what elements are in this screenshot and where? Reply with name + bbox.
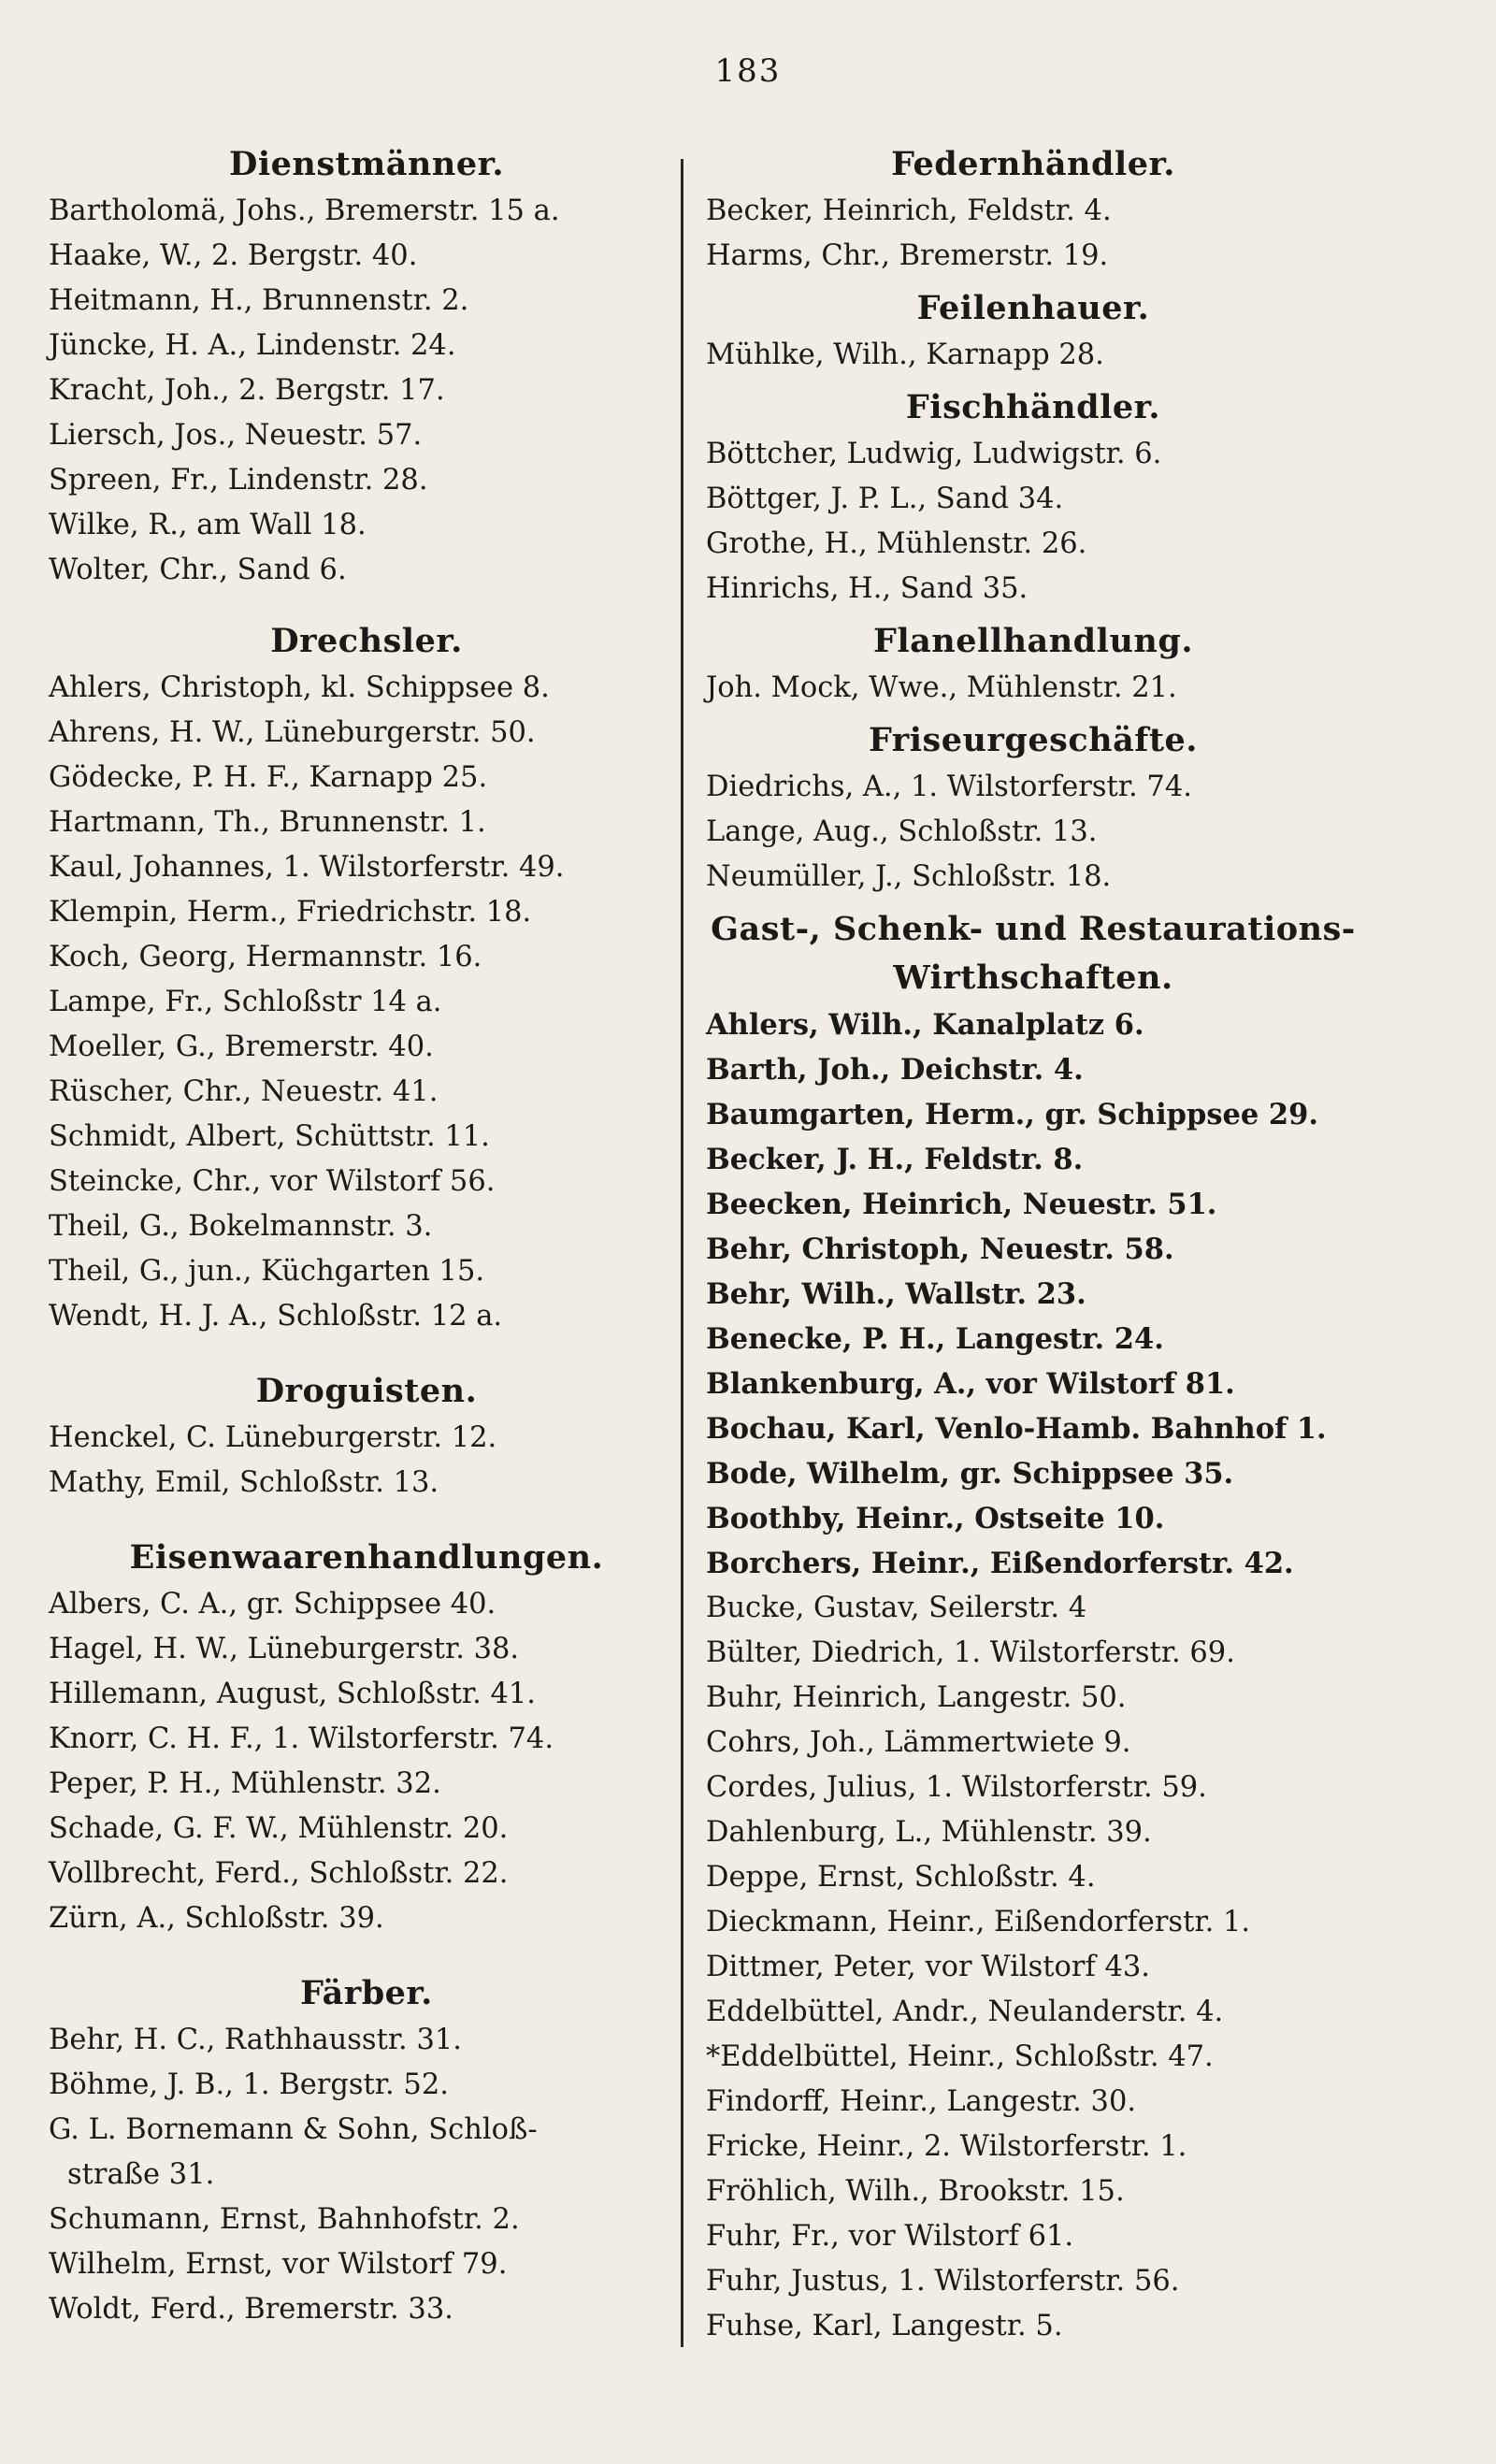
entry-list (49, 1416, 684, 1506)
directory-entry: Gödecke, P. H. F., Karnapp 25. (49, 761, 488, 794)
directory-entry-continuation: straße 31. (67, 2158, 215, 2191)
section-heading: Droguisten. (255, 1372, 478, 1410)
entry-list (706, 189, 1360, 279)
directory-entry: Baumgarten, Herm., gr. Schippsee 29. (706, 1098, 1318, 1131)
directory-entry: Kracht, Joh., 2. Bergstr. 17. (49, 374, 445, 407)
directory-entry: Zürn, A., Schloßstr. 39. (49, 1902, 384, 1935)
directory-entry: Henckel, C. Lüneburgerstr. 12. (49, 1421, 497, 1454)
section-heading: Färber. (300, 1974, 433, 2012)
section-heading: Federnhändler. (891, 145, 1175, 183)
directory-entry: Boothby, Heinr., Ostseite 10. (706, 1502, 1165, 1535)
directory-entry: *Eddelbüttel, Heinr., Schloßstr. 47. (706, 2040, 1214, 2073)
directory-entry: Fröhlich, Wilh., Brookstr. 15. (706, 2175, 1125, 2208)
directory-entry: Beecken, Heinrich, Neuestr. 51. (706, 1188, 1217, 1221)
section-gastwirthschaften (706, 905, 1360, 2349)
section-heading: Feilenhauer. (916, 289, 1150, 327)
directory-entry: Böttcher, Ludwig, Ludwigstr. 6. (706, 438, 1162, 470)
directory-entry: Wolter, Chr., Sand 6. (49, 554, 347, 586)
directory-entry: Harms, Chr., Bremerstr. 19. (706, 239, 1109, 272)
directory-entry: Barth, Joh., Deichstr. 4. (706, 1053, 1084, 1087)
directory-entry: Theil, G., jun., Küchgarten 15. (49, 1255, 485, 1288)
section-heading: Drechsler. (270, 622, 463, 660)
entry-list (706, 666, 1360, 711)
section-feilenhauer (706, 284, 1360, 378)
directory-entry: Schade, G. F. W., Mühlenstr. 20. (49, 1812, 509, 1845)
directory-entry: Koch, Georg, Hermannstr. 16. (49, 941, 482, 973)
section-droguisten (49, 1367, 684, 1506)
directory-entry: Behr, Christoph, Neuestr. 58. (706, 1232, 1174, 1266)
directory-entry: Schmidt, Albert, Schüttstr. 11. (49, 1120, 490, 1153)
entry-list (706, 1002, 1360, 2349)
directory-entry: Dittmer, Peter, vor Wilstorf 43. (706, 1951, 1150, 1983)
directory-entry: Dahlenburg, L., Mühlenstr. 39. (706, 1816, 1152, 1849)
directory-entry: Rüscher, Chr., Neuestr. 41. (49, 1075, 439, 1108)
directory-entry: Albers, C. A., gr. Schippsee 40. (49, 1588, 496, 1621)
section-drechsler (49, 617, 684, 1339)
directory-entry: Findorff, Heinr., Langestr. 30. (706, 2085, 1137, 2118)
directory-entry: Joh. Mock, Wwe., Mühlenstr. 21. (706, 671, 1177, 704)
directory-entry: Liersch, Jos., Neuestr. 57. (49, 419, 423, 452)
directory-entry: Moeller, G., Bremerstr. 40. (49, 1030, 434, 1063)
directory-entry: Theil, G., Bokelmannstr. 3. (49, 1210, 433, 1243)
section-heading: Flanellhandlung. (872, 622, 1194, 660)
directory-entry: Fuhr, Fr., vor Wilstorf 61. (706, 2220, 1074, 2253)
directory-entry: Borchers, Heinr., Eißendorferstr. 42. (706, 1547, 1294, 1580)
directory-entry: Dieckmann, Heinr., Eißendorferstr. 1. (706, 1906, 1251, 1938)
directory-entry: Becker, Heinrich, Feldstr. 4. (706, 195, 1112, 227)
directory-entry: Deppe, Ernst, Schloßstr. 4. (706, 1861, 1096, 1894)
directory-entry: Woldt, Ferd., Bremerstr. 33. (49, 2293, 453, 2326)
directory-entry: Fuhse, Karl, Langestr. 5. (706, 2310, 1063, 2342)
directory-entry: Bartholomä, Johs., Bremerstr. 15 a. (49, 195, 560, 227)
directory-entry: Peper, P. H., Mühlenstr. 32. (49, 1767, 441, 1800)
directory-entry: Fuhr, Justus, 1. Wilstorferstr. 56. (706, 2265, 1180, 2298)
entry-list (706, 333, 1360, 378)
directory-entry: Hinrichs, H., Sand 35. (706, 572, 1028, 605)
directory-entry: Lange, Aug., Schloßstr. 13. (706, 815, 1098, 848)
directory-entry: Böhme, J. B., 1. Bergstr. 52. (49, 2068, 449, 2101)
section-heading: Dienstmänner. (228, 145, 505, 183)
entry-list (706, 432, 1360, 612)
section-faerber (49, 1969, 684, 2332)
directory-entry: Wilke, R., am Wall 18. (49, 509, 367, 541)
directory-entry: Bucke, Gustav, Seilerstr. 4 (706, 1592, 1087, 1624)
directory-entry: Blankenburg, A., vor Wilstorf 81. (706, 1367, 1235, 1401)
directory-entry: Ahrens, H. W., Lüneburgerstr. 50. (49, 716, 536, 749)
section-heading: Eisenwaarenhandlungen. (129, 1538, 604, 1577)
section-friseurgeschaefte (706, 716, 1360, 900)
directory-entry: Mühlke, Wilh., Karnapp 28. (706, 339, 1104, 371)
directory-entry: Haake, W., 2. Bergstr. 40. (49, 239, 418, 272)
directory-entry: Steincke, Chr., vor Wilstorf 56. (49, 1165, 496, 1198)
directory-entry: Kaul, Johannes, 1. Wilstorferstr. 49. (49, 851, 565, 884)
directory-entry: Jüncke, H. A., Lindenstr. 24. (49, 329, 456, 362)
entry-list (49, 666, 684, 1339)
page-number: 183 (714, 52, 782, 90)
directory-entry: Neumüller, J., Schloßstr. 18. (706, 860, 1112, 893)
entry-list (49, 2018, 684, 2332)
directory-entry: Wilhelm, Ernst, vor Wilstorf 79. (49, 2248, 508, 2281)
section-fischhaendler (706, 383, 1360, 612)
directory-entry: Cordes, Julius, 1. Wilstorferstr. 59. (706, 1771, 1207, 1804)
directory-entry: Bode, Wilhelm, gr. Schippsee 35. (706, 1457, 1234, 1491)
directory-entry: Knorr, C. H. F., 1. Wilstorferstr. 74. (49, 1722, 554, 1755)
directory-entry: Bochau, Karl, Venlo-Hamb. Bahnhof 1. (706, 1412, 1327, 1446)
directory-entry: Fricke, Heinr., 2. Wilstorferstr. 1. (706, 2130, 1187, 2163)
directory-entry: Diedrichs, A., 1. Wilstorferstr. 74. (706, 771, 1192, 803)
entry-list (49, 1582, 684, 1941)
directory-entry: Hillemann, August, Schloßstr. 41. (49, 1678, 536, 1710)
directory-entry: Behr, Wilh., Wallstr. 23. (706, 1277, 1086, 1311)
directory-entry: Schumann, Ernst, Bahnhofstr. 2. (49, 2203, 520, 2236)
directory-entry: Hagel, H. W., Lüneburgerstr. 38. (49, 1633, 520, 1665)
directory-entry: Ahlers, Wilh., Kanalplatz 6. (706, 1008, 1144, 1042)
directory-entry: Becker, J. H., Feldstr. 8. (706, 1143, 1084, 1176)
directory-entry: G. L. Bornemann & Sohn, Schloß- (49, 2113, 538, 2146)
directory-entry: Buhr, Heinrich, Langestr. 50. (706, 1681, 1127, 1714)
directory-entry: Wendt, H. J. A., Schloßstr. 12 a. (49, 1300, 503, 1333)
directory-entry: Mathy, Emil, Schloßstr. 13. (49, 1466, 439, 1499)
directory-entry: Heitmann, H., Brunnenstr. 2. (49, 284, 469, 317)
section-heading-line2: Wirthschaften. (893, 958, 1173, 997)
right-column (706, 140, 1360, 2349)
section-flanellhandlung (706, 617, 1360, 711)
directory-entry: Böttger, J. P. L., Sand 34. (706, 483, 1064, 515)
directory-entry: Vollbrecht, Ferd., Schloßstr. 22. (49, 1857, 509, 1890)
directory-entry: Eddelbüttel, Andr., Neulanderstr. 4. (706, 1996, 1224, 2028)
directory-entry: Spreen, Fr., Lindenstr. 28. (49, 464, 428, 497)
section-heading: Gast-, Schenk- und Restaurations- (711, 910, 1356, 948)
directory-entry: Hartmann, Th., Brunnenstr. 1. (49, 806, 486, 839)
directory-entry: Bülter, Diedrich, 1. Wilstorferstr. 69. (706, 1636, 1235, 1669)
directory-entry: Cohrs, Joh., Lämmertwiete 9. (706, 1726, 1131, 1759)
directory-entry: Behr, H. C., Rathhausstr. 31. (49, 2024, 462, 2056)
section-dienstmaenner (49, 140, 684, 593)
section-heading: Fischhändler. (905, 388, 1161, 426)
section-heading: Friseurgeschäfte. (869, 721, 1198, 759)
entry-list (49, 189, 684, 593)
directory-entry: Ahlers, Christoph, kl. Schippsee 8. (49, 671, 550, 704)
directory-entry: Klempin, Herm., Friedrichstr. 18. (49, 896, 532, 929)
section-eisenwaarenhandlungen (49, 1534, 684, 1941)
directory-entry: Lampe, Fr., Schloßstr 14 a. (49, 986, 442, 1018)
left-column (49, 140, 684, 2332)
section-federnhaendler (706, 140, 1360, 279)
directory-entry: Benecke, P. H., Langestr. 24. (706, 1322, 1164, 1356)
entry-list (706, 765, 1360, 900)
directory-entry: Grothe, H., Mühlenstr. 26. (706, 527, 1087, 560)
